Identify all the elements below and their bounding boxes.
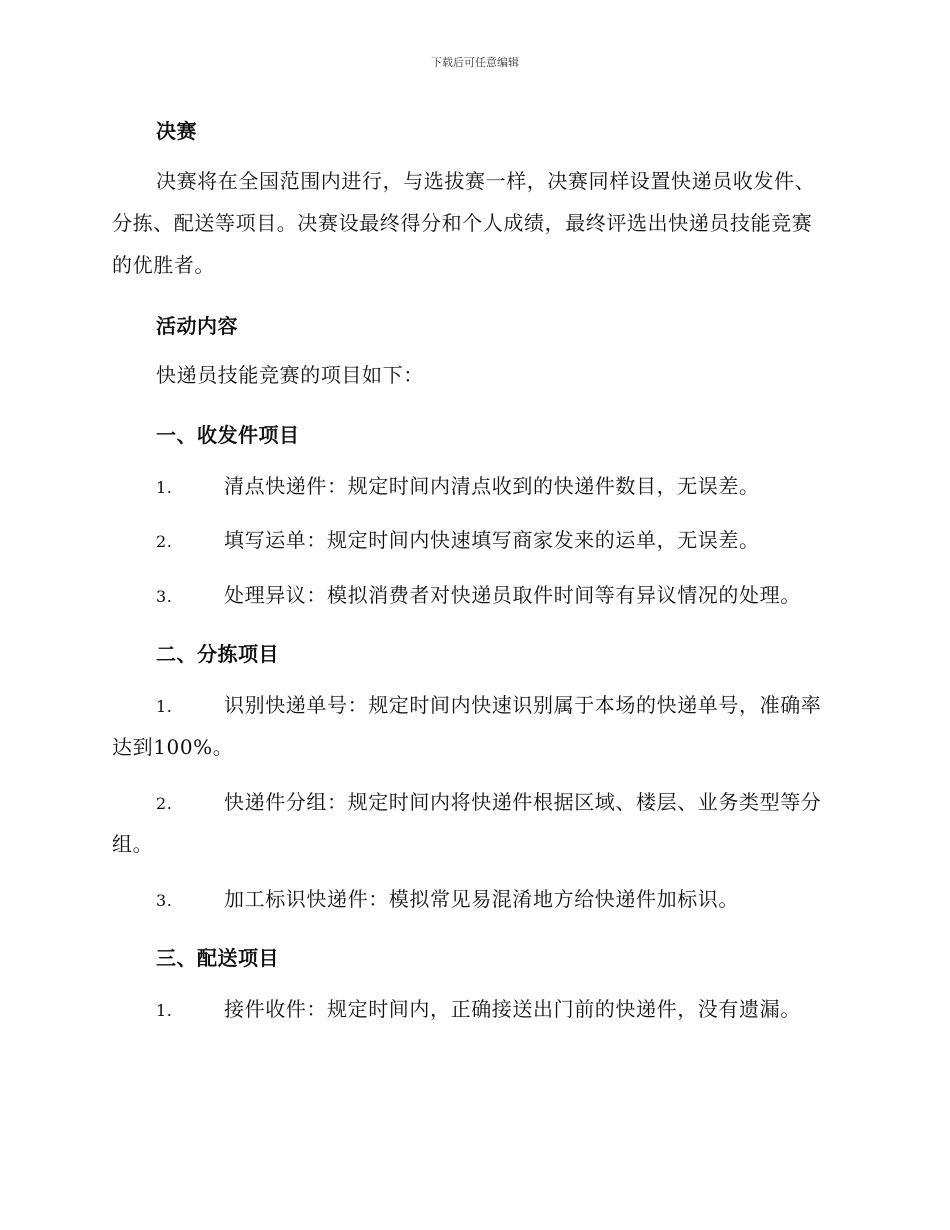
heading-part1: 一、收发件项目: [156, 423, 300, 447]
heading-final: 决赛: [156, 119, 197, 143]
list-item: [112, 684, 832, 768]
list-item: [112, 781, 832, 865]
list-item-number: 1.: [156, 478, 173, 497]
page-header: 下载后可任意编辑: [431, 56, 519, 69]
list-item-number: 1.: [156, 697, 173, 716]
heading-part3: 三、配送项目: [156, 946, 279, 970]
heading-part2: 二、分拣项目: [156, 642, 279, 666]
list-item-number: 3.: [156, 891, 173, 910]
list-item: [112, 574, 832, 616]
list-item-text: 清点快递件：规定时间内清点收到的快递件数目，无误差。: [224, 474, 760, 498]
list-item-text: 快递件分组：规定时间内将快递件根据区域、楼层、业务类型等分组。: [112, 790, 822, 856]
list-item-text: 接件收件：规定时间内，正确接送出门前的快递件，没有遗漏。: [224, 997, 801, 1021]
paragraph-final: 决赛将在全国范围内进行，与选拔赛一样，决赛同样设置快递员收发件、分拣、配送等项目。决赛设最终得分和个人成绩，最终评选出快递员技能竞赛的优胜者。: [112, 169, 816, 277]
list-item: [112, 519, 832, 561]
list-item-text: 加工标识快递件：模拟常见易混淆地方给快递件加标识。: [224, 887, 739, 911]
list-item-number: 2.: [156, 794, 173, 813]
list-item: [112, 465, 832, 507]
list-item-number: 1.: [156, 1001, 173, 1020]
heading-activity: 活动内容: [156, 314, 238, 338]
list-item-text: 处理异议：模拟消费者对快递员取件时间等有异议情况的处理。: [224, 583, 801, 607]
list-item-number: 2.: [156, 532, 173, 551]
list-item-text: 填写运单：规定时间内快速填写商家发来的运单，无误差。: [224, 528, 760, 552]
list-item: [112, 878, 832, 920]
list-item-text: 识别快递单号：规定时间内快速识别属于本场的快递单号，准确率达到100%。: [112, 693, 822, 759]
list-item: [112, 988, 832, 1030]
paragraph-activity-intro: 快递员技能竞赛的项目如下：: [156, 363, 424, 387]
list-item-number: 3.: [156, 587, 173, 606]
